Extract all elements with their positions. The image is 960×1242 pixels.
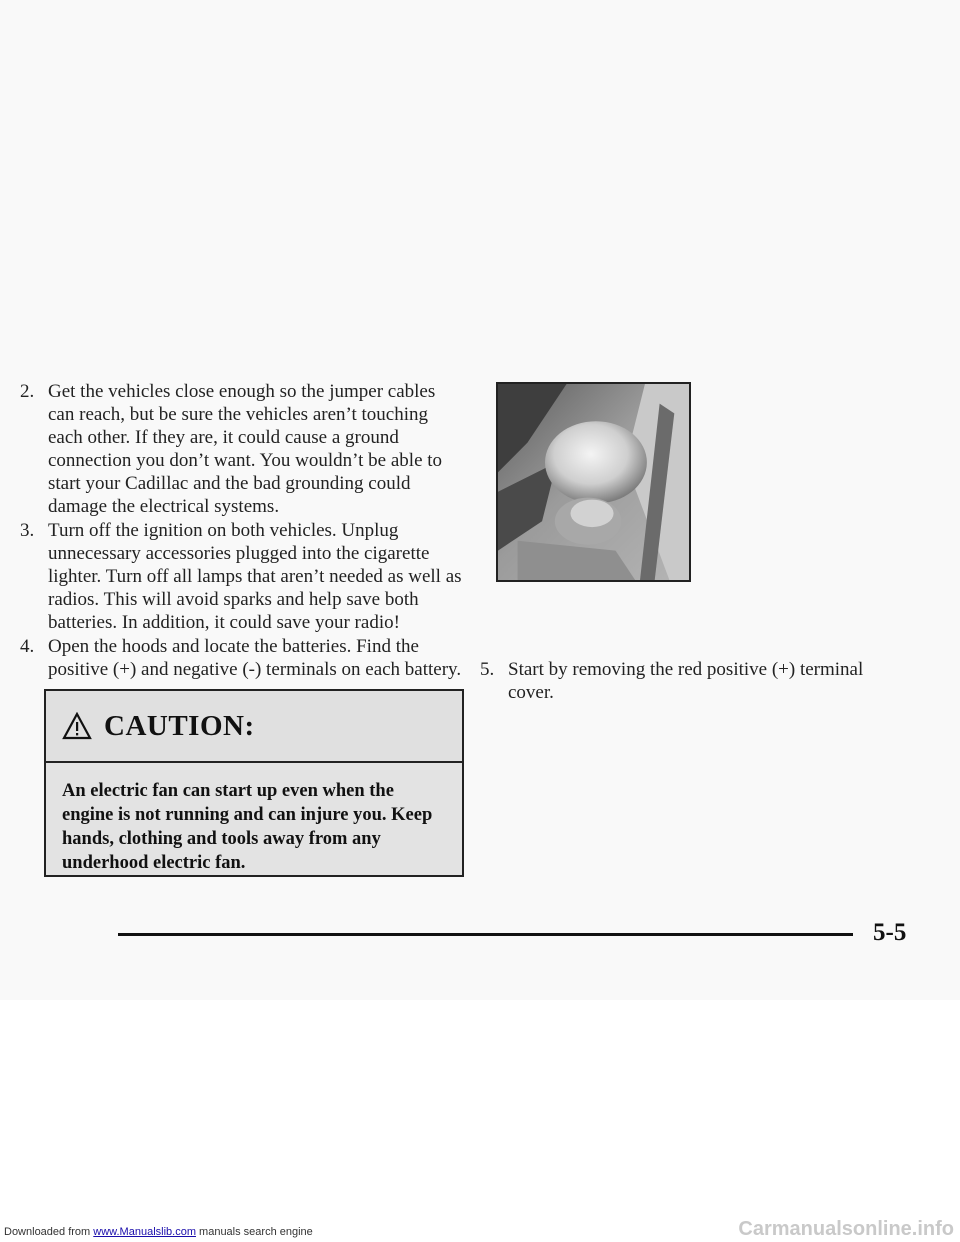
manualslib-link[interactable]: www.Manualslib.com: [93, 1226, 196, 1238]
caution-header: [46, 691, 462, 763]
download-footer: [4, 1226, 313, 1238]
page-divider: [118, 933, 853, 936]
step-2: [20, 380, 465, 518]
step-text: Turn off the ignition on both vehicles. Unplug unnecessary accessories plugged into the cigarette lighter. Turn off all lamps that aren’t needed as well as radios. This will avoid sparks and help save both batteries. In addition, it could save your radio!: [48, 520, 462, 633]
step-text: Start by removing the red positive (+) terminal cover.: [508, 659, 864, 703]
step-number: 5.: [480, 659, 495, 680]
caution-text: An electric fan can start up even when the engine is not running and can injure you. Keep hands, clothing and tools away from any underhood electric fan.: [62, 781, 433, 873]
battery-terminal-photo: [496, 382, 691, 582]
step-number: 2.: [20, 381, 35, 402]
footer-suffix: manuals search engine: [195, 1226, 313, 1238]
caution-title: CAUTION:: [104, 709, 255, 742]
footer-prefix: Downloaded from: [4, 1226, 94, 1238]
page-number: 5-5: [873, 919, 907, 946]
step-number: 3.: [20, 520, 35, 541]
step-3: [20, 519, 465, 634]
step-number: 4.: [20, 636, 35, 657]
caution-box: [44, 689, 464, 877]
step-5: [480, 658, 900, 704]
step-text: Open the hoods and locate the batteries. Find the positive (+) and negative (-) terminals on each battery.: [48, 636, 462, 680]
step-text: Get the vehicles close enough so the jumper cables can reach, but be sure the vehicles aren’t touching each other. If they are, it could cause a ground connection you don’t want. You wouldn’t be able to start your Cadillac and the bad grounding could damage the electrical systems.: [48, 381, 443, 517]
watermark-text: Carmanualsonline.info: [738, 1218, 954, 1240]
warning-triangle-icon: [62, 712, 92, 740]
step-4: [20, 635, 465, 681]
